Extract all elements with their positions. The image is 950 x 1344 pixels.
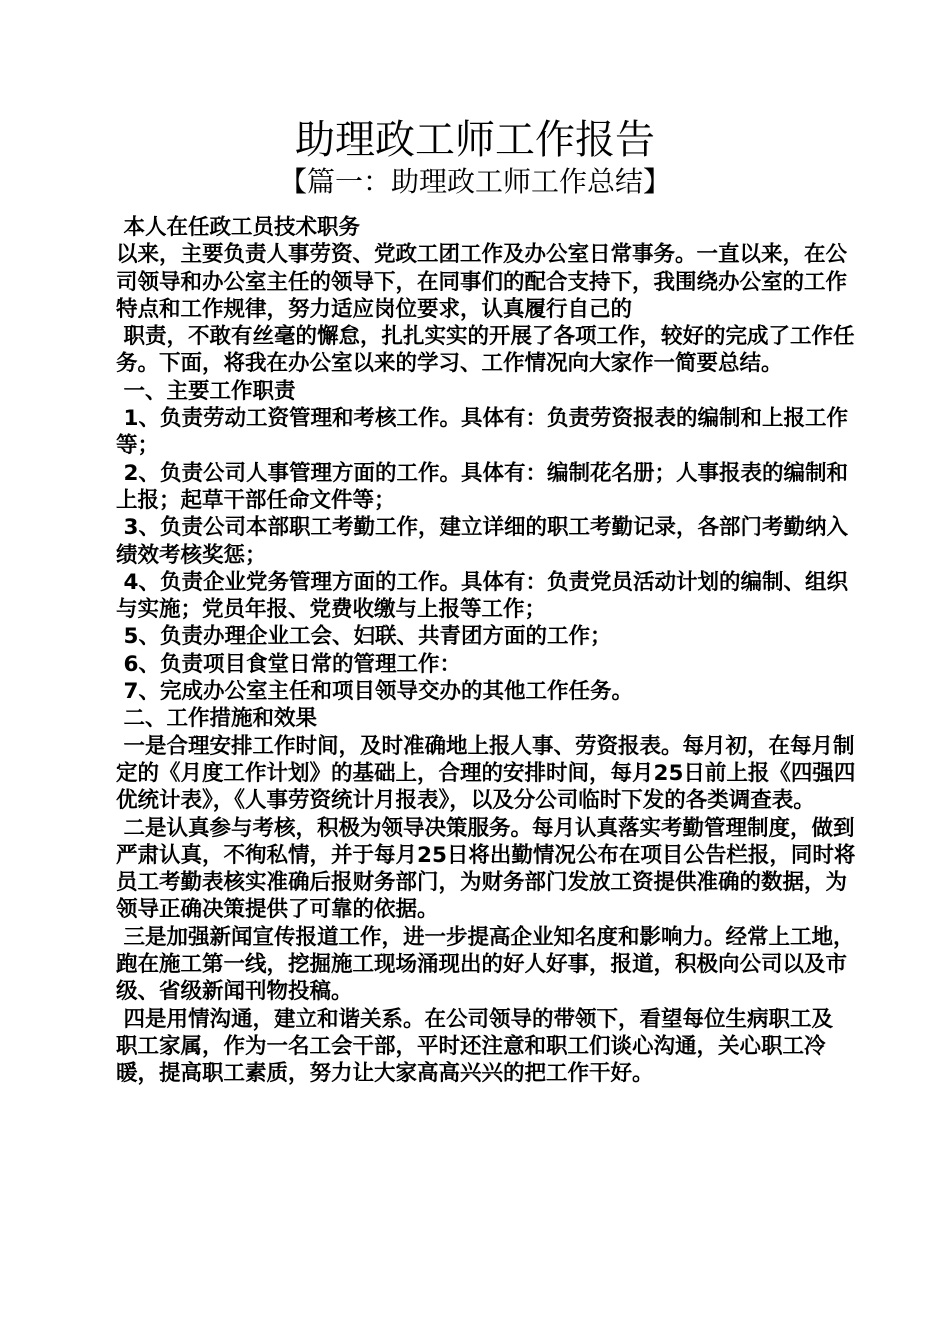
body-paragraph: 二、工作措施和效果 xyxy=(116,706,318,732)
body-paragraph: 7、完成办公室主任和项目领导交办的其他工作任务。 xyxy=(116,679,633,705)
body-paragraph: 一是合理安排工作时间，及时准确地上报人事、劳资报表。每月初，在每月制定的《月度工作计划》的基础上，合理的安排时间，每月25日前上报《四强四优统计表》，《人事劳资统计月报表》，以及分公司临时下发的各类调查表。 xyxy=(116,733,856,814)
body-paragraph: 4、负责企业党务管理方面的工作。具体有：负责党员活动计划的编制、组织与实施；党员年报、党费收缴与上报等工作； xyxy=(116,569,848,623)
body-paragraph: 6、负责项目食堂日常的管理工作： xyxy=(116,651,461,677)
document-subtitle: 【篇一：助理政工师工作总结】 xyxy=(278,165,671,198)
body-paragraph: 二是认真参与考核，积极为领导决策服务。每月认真落实考勤管理制度，做到严肃认真，不徇私情，并于每月25日将出勤情况公布在项目公告栏报，同时将员工考勤表核实准确后报财务部门，为财务部门发放工资提供准确的数据，为领导正确决策提供了可靠的依据。 xyxy=(116,815,856,923)
body-paragraph: 5、负责办理企业工会、妇联、共青团方面的工作； xyxy=(116,624,612,650)
body-paragraph: 三是加强新闻宣传报道工作，进一步提高企业知名度和影响力。经常上工地，跑在施工第一线，挖掘施工现场涌现出的好人好事，报道，积极向公司以及市级、省级新闻刊物投稿。 xyxy=(116,924,855,1005)
body-paragraph: 本人在任政工员技术职务 xyxy=(116,215,361,240)
body-paragraph: 以来，主要负责人事劳资、党政工团工作及办公室日常事务。一直以来，在公司领导和办公室主任的领导下，在同事们的配合支持下，我围绕办公室的工作特点和工作规律，努力适应岗位要求，认真履行自己的 xyxy=(116,242,848,322)
body-paragraph: 1、负责劳动工资管理和考核工作。具体有：负责劳资报表的编制和上报工作等； xyxy=(116,406,848,459)
body-paragraph: 2、负责公司人事管理方面的工作。具体有：编制花名册；人事报表的编制和上报；起草干部任命文件等； xyxy=(116,460,848,513)
body-paragraph: 四是用情沟通，建立和谐关系。在公司领导的带领下，看望每位生病职工及 xyxy=(116,1006,834,1032)
body-paragraph: 3、负责公司本部职工考勤工作，建立详细的职工考勤记录，各部门考勤纳入绩效考核奖惩； xyxy=(116,515,848,568)
document-title: 助理政工师工作报告 xyxy=(295,117,655,163)
document-body xyxy=(116,214,856,1088)
body-paragraph: 一、主要工作职责 xyxy=(116,378,296,404)
body-paragraph: 职工家属，作为一名工会干部，平时还注意和职工们谈心沟通，关心职工冷暖，提高职工素质，努力让大家高高兴兴的把工作干好。 xyxy=(116,1033,826,1087)
body-paragraph: 职责，不敢有丝毫的懈怠，扎扎实实的开展了各项工作，较好的完成了工作任务。下面，将我在办公室以来的学习、工作情况向大家作一简要总结。 xyxy=(116,324,855,377)
